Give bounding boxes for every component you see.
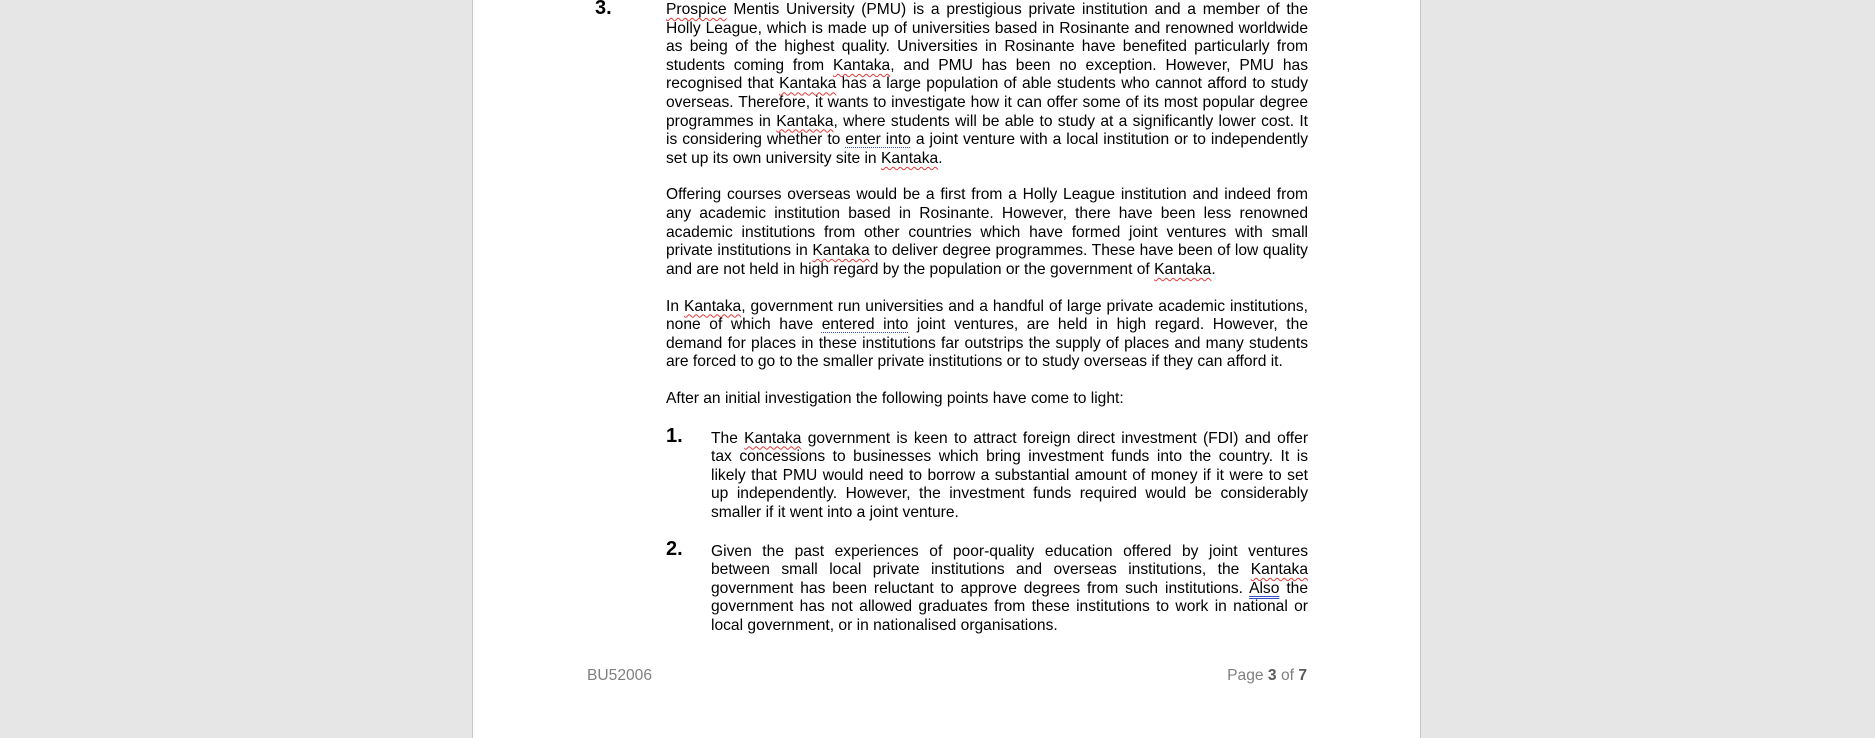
paragraph-2: Offering courses overseas would be a first from a Holly League institution and indeed from any academic institution based in Rosinante. However, there have been less renowned academic institutions from other countries which have formed joint ventures with small private institutions in Kantaka to deliver degree programmes. These have been of low quality and are not held in high regard by the population or the government of Kantaka.: [666, 186, 1308, 278]
paragraph-3: In Kantaka, government run universities and a handful of large private academic institutions, none of which have entered into joint ventures, are held in high regard. However, the demand for places in these institutions far outstrips the supply of places and many students are forced to go to the smaller private institutions or to study overseas if they can afford it.: [666, 297, 1309, 371]
document-page: [472, 0, 1421, 738]
grammar-flag: Also: [1249, 579, 1280, 597]
footer-page-number: Page 3 of 7: [1227, 667, 1307, 684]
spelling-flag: Kantaka: [776, 112, 834, 130]
grammar-flag: enter into: [845, 131, 911, 149]
list-number: 2.: [666, 537, 683, 560]
paragraph-1: Prospice Mentis University (PMU) is a prestigious private institution and a member of the Holly League, which is made up of universities based in Rosinante and renowned worldwide as being of the highest quality. Universities in Rosinante have benefited particularly from students coming from Kantaka, and PMU has been no exception. However, PMU has recognised that Kantaka has a large population of able students who cannot afford to study overseas. Therefore, it wants to investigate how it can offer some of its most popular degree programmes in Kantaka, where students will be able to study at a significantly lower cost. It is considering whether to enter into a joint venture with a local institution or to independently set up its own university site in Kantaka.: [666, 1, 1308, 167]
grammar-flag: entered into: [821, 316, 909, 334]
spelling-flag: Kantaka: [1250, 561, 1308, 579]
list-item-2: [666, 537, 1308, 636]
list-item-text: Given the past experiences of poor-quality education offered by joint ventures between small local private institutions and overseas institutions, the Kantaka government has been reluctant to approve degrees from such institutions. Also the government has not allowed graduates from these institutions to work in national or local government, or in nationalised organisations.: [711, 542, 1308, 634]
list-item-text: The Kantaka government is keen to attract foreign direct investment (FDI) and offer tax concessions to businesses which bring investment funds into the country. It is likely that PMU would need to borrow a substantial amount of money if it were to set up independently. However, the investment funds required would be considerably smaller if it went into a joint venture.: [711, 429, 1309, 521]
list-item-1: [666, 424, 1309, 523]
list-number: 1.: [666, 424, 683, 447]
spelling-flag: Kantaka: [880, 149, 939, 167]
spelling-flag: Kantaka: [812, 242, 870, 260]
spelling-flag: Kantaka: [832, 56, 891, 74]
spelling-flag: Prospice: [666, 1, 727, 18]
footer-doc-code: BU52006: [587, 667, 653, 684]
question-number: 3.: [595, 0, 612, 19]
document-body: [666, 1, 1308, 656]
paragraph-4: After an initial investigation the following points have come to light:: [666, 389, 1124, 407]
spelling-flag: Kantaka: [683, 297, 742, 315]
spelling-flag: Kantaka: [779, 75, 837, 93]
spelling-flag: Kantaka: [1154, 260, 1212, 278]
spelling-flag: Kantaka: [744, 429, 802, 447]
